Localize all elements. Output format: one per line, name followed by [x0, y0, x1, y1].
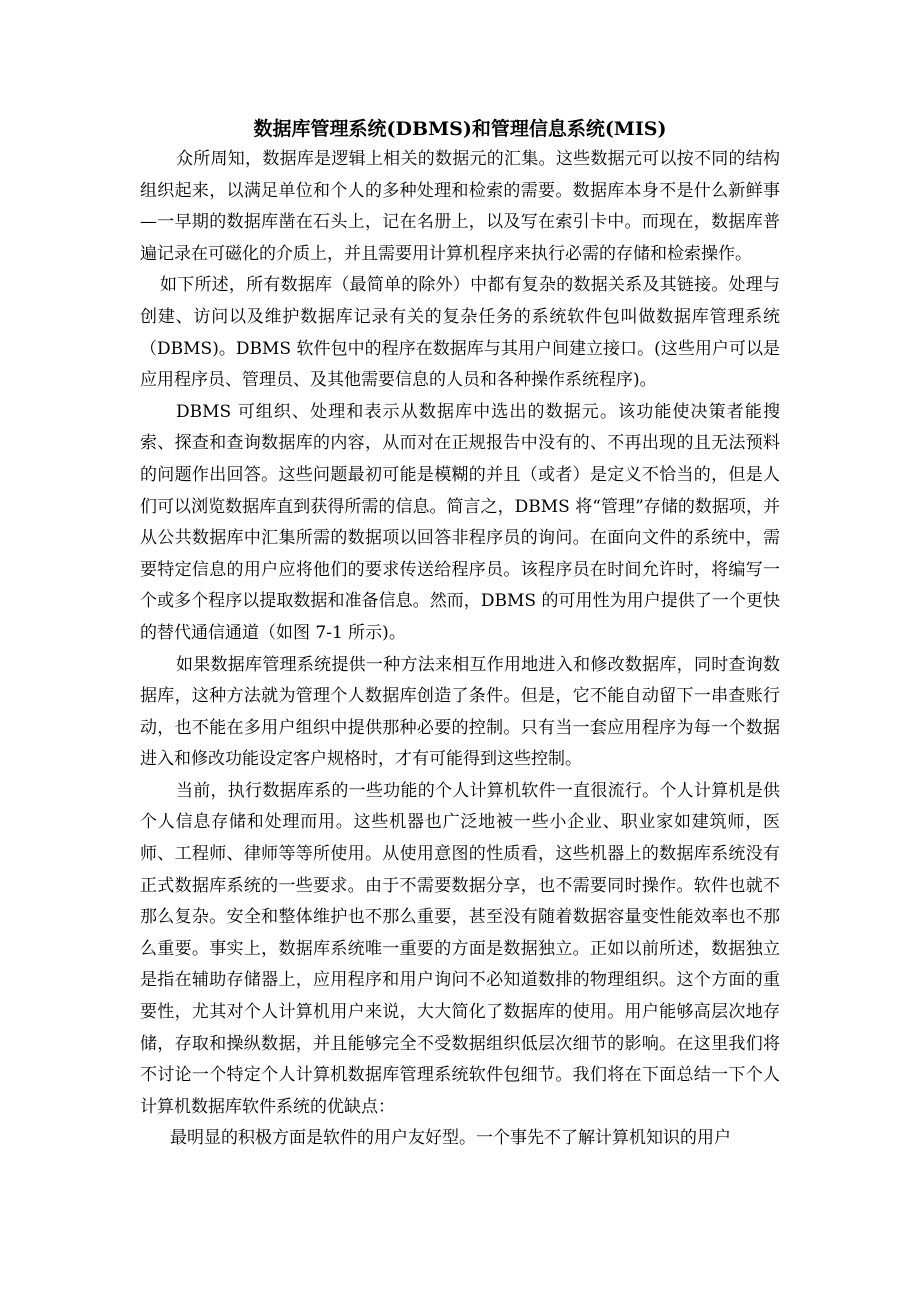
- paragraph-1: 众所周知，数据库是逻辑上相关的数据元的汇集。这些数据元可以按不同的结构组织起来，以满足单位和个人的多种处理和检索的需要。数据库本身不是什么新鲜事—一早期的数据库凿在石头上，记在名册上，以及写在索引卡中。而现在，数据库普遍记录在可磁化的介质上，并且需要用计算机程序来执行必需的存储和检索操作。: [140, 149, 780, 264]
- document-title: 数据库管理系统(DBMS)和管理信息系统(MIS): [253, 118, 667, 140]
- paragraph-2: 如下所述，所有数据库（最简单的除外）中都有复杂的数据关系及其链接。处理与创建、访问以及维护数据库记录有关的复杂任务的系统软件包叫做数据库管理系统（DBMS)。DBMS 软件包中的程序在数据库与其用户间建立接口。(这些用户可以是应用程序员、管理员、及其他需要信息的人员和各种操作系统程序)。: [140, 275, 780, 391]
- paragraph-6: 最明显的积极方面是软件的用户友好型。一个事先不了解计算机知识的用户: [170, 1128, 731, 1149]
- document-body: [140, 144, 780, 1155]
- paragraph-3: DBMS 可组织、处理和表示从数据库中选出的数据元。该功能使决策者能搜索、探查和查询数据库的内容，从而对在正规报告中没有的、不再出现的且无法预料的问题作出回答。这些问题最初可能是模糊的并且（或者）是定义不恰当的，但是人们可以浏览数据库直到获得所需的信息。简言之，DBMS 将“管理”存储的数据项，并从公共数据库中汇集所需的数据项以回答非程序员的询问。在面向文件的系统中，需要特定信息的用户应将他们的要求传送给程序员。该程序员在时间允许时，将编写一个或多个程序以提取数据和准备信息。然而，DBMS 的可用性为用户提供了一个更快的替代通信通道（如图 7-1 所示)。: [140, 401, 780, 643]
- paragraph-4: 如果数据库管理系统提供一种方法来相互作用地进入和修改数据库，同时查询数据库，这种方法就为管理个人数据库创造了条件。但是，它不能自动留下一串查账行动，也不能在多用户组织中提供那种必要的控制。只有当一套应用程序为每一个数据进入和修改功能设定客户规格时，才有可能得到这些控制。: [140, 654, 780, 770]
- paragraph-5: 当前，执行数据库系的一些功能的个人计算机软件一直很流行。个人计算机是供个人信息存储和处理而用。这些机器也广泛地被一些小企业、职业家如建筑师，医师、工程师、律师等等所使用。从使用意图的性质看，这些机器上的数据库系统没有正式数据库系统的一些要求。由于不需要数据分享，也不需要同时操作。软件也就不那么复杂。安全和整体维护也不那么重要，甚至没有随着数据容量变性能效率也不那么重要。事实上，数据库系统唯一重要的方面是数据独立。正如以前所述，数据独立是指在辅助存储器上，应用程序和用户询问不必知道数排的物理组织。这个方面的重要性，尤其对个人计算机用户来说，大大简化了数据库的使用。用户能够高层次地存储，存取和操纵数据，并且能够完全不受数据组织低层次细节的影响。在这里我们将不讨论一个特定个人计算机数据库管理系统软件包细节。我们将在下面总结一下个人计算机数据库软件系统的优缺点：: [140, 780, 780, 1117]
